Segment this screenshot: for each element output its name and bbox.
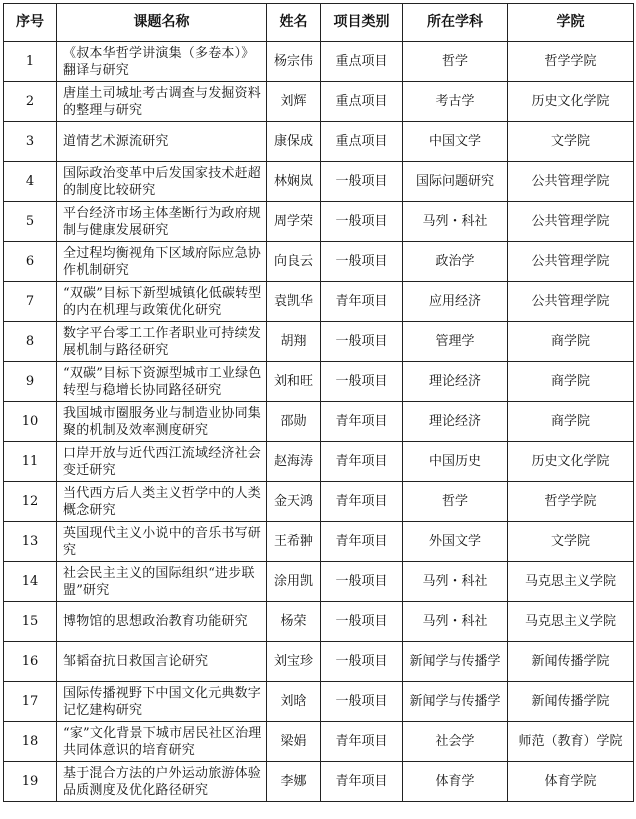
table-body xyxy=(4,42,634,802)
table-row xyxy=(4,242,634,282)
cell-name: 杨宗伟 xyxy=(267,42,321,82)
table-header-row xyxy=(4,4,634,42)
cell-college: 公共管理学院 xyxy=(508,282,634,322)
cell-type: 一般项目 xyxy=(321,682,403,722)
cell-discipline: 体育学 xyxy=(403,762,508,802)
cell-college: 马克思主义学院 xyxy=(508,602,634,642)
cell-type: 青年项目 xyxy=(321,522,403,562)
cell-discipline: 马列・科社 xyxy=(403,202,508,242)
table-row xyxy=(4,82,634,122)
cell-seq: 1 xyxy=(4,42,57,82)
cell-name: 杨荣 xyxy=(267,602,321,642)
cell-name: 刘晗 xyxy=(267,682,321,722)
cell-seq: 5 xyxy=(4,202,57,242)
cell-seq: 8 xyxy=(4,322,57,362)
cell-name: 康保成 xyxy=(267,122,321,162)
cell-college: 体育学院 xyxy=(508,762,634,802)
table-row xyxy=(4,482,634,522)
cell-discipline: 考古学 xyxy=(403,82,508,122)
cell-name: 周学荣 xyxy=(267,202,321,242)
cell-title: 口岸开放与近代西江流域经济社会变迁研究 xyxy=(57,442,267,482)
header-college: 学院 xyxy=(508,4,634,42)
cell-seq: 7 xyxy=(4,282,57,322)
cell-name: 李娜 xyxy=(267,762,321,802)
cell-type: 重点项目 xyxy=(321,82,403,122)
cell-title: 《叔本华哲学讲演集（多卷本）》翻译与研究 xyxy=(57,42,267,82)
table-row xyxy=(4,362,634,402)
table-row xyxy=(4,762,634,802)
table-row xyxy=(4,642,634,682)
cell-name: 金天鸿 xyxy=(267,482,321,522)
cell-college: 商学院 xyxy=(508,402,634,442)
cell-name: 向良云 xyxy=(267,242,321,282)
table-row xyxy=(4,522,634,562)
cell-type: 青年项目 xyxy=(321,282,403,322)
cell-college: 公共管理学院 xyxy=(508,162,634,202)
table-row xyxy=(4,322,634,362)
cell-seq: 6 xyxy=(4,242,57,282)
cell-college: 文学院 xyxy=(508,522,634,562)
cell-title: 社会民主主义的国际组织“进步联盟”研究 xyxy=(57,562,267,602)
header-title: 课题名称 xyxy=(57,4,267,42)
cell-college: 新闻传播学院 xyxy=(508,642,634,682)
cell-name: 刘辉 xyxy=(267,82,321,122)
cell-discipline: 马列・科社 xyxy=(403,602,508,642)
table-row xyxy=(4,562,634,602)
cell-title: 博物馆的思想政治教育功能研究 xyxy=(57,602,267,642)
cell-seq: 18 xyxy=(4,722,57,762)
cell-discipline: 新闻学与传播学 xyxy=(403,642,508,682)
cell-seq: 3 xyxy=(4,122,57,162)
cell-discipline: 社会学 xyxy=(403,722,508,762)
cell-seq: 14 xyxy=(4,562,57,602)
cell-type: 一般项目 xyxy=(321,202,403,242)
cell-discipline: 理论经济 xyxy=(403,362,508,402)
cell-seq: 16 xyxy=(4,642,57,682)
cell-type: 一般项目 xyxy=(321,642,403,682)
cell-type: 青年项目 xyxy=(321,482,403,522)
cell-seq: 9 xyxy=(4,362,57,402)
header-discipline: 所在学科 xyxy=(403,4,508,42)
cell-name: 王希翀 xyxy=(267,522,321,562)
cell-type: 青年项目 xyxy=(321,722,403,762)
header-type: 项目类别 xyxy=(321,4,403,42)
cell-type: 青年项目 xyxy=(321,402,403,442)
cell-type: 重点项目 xyxy=(321,122,403,162)
cell-title: 国际传播视野下中国文化元典数字记忆建构研究 xyxy=(57,682,267,722)
cell-college: 公共管理学院 xyxy=(508,242,634,282)
cell-title: 基于混合方法的户外运动旅游体验品质测度及优化路径研究 xyxy=(57,762,267,802)
table-row xyxy=(4,122,634,162)
cell-title: 国际政治变革中后发国家技术赶超的制度比较研究 xyxy=(57,162,267,202)
cell-name: 赵海涛 xyxy=(267,442,321,482)
cell-title: 平台经济市场主体垄断行为政府规制与健康发展研究 xyxy=(57,202,267,242)
cell-title: 当代西方后人类主义哲学中的人类概念研究 xyxy=(57,482,267,522)
cell-title: 道情艺术源流研究 xyxy=(57,122,267,162)
cell-type: 一般项目 xyxy=(321,562,403,602)
cell-college: 哲学学院 xyxy=(508,42,634,82)
cell-title: 全过程均衡视角下区域府际应急协作机制研究 xyxy=(57,242,267,282)
cell-seq: 12 xyxy=(4,482,57,522)
project-table xyxy=(3,3,634,802)
cell-seq: 10 xyxy=(4,402,57,442)
cell-title: 我国城市圈服务业与制造业协同集聚的机制及效率测度研究 xyxy=(57,402,267,442)
cell-type: 青年项目 xyxy=(321,442,403,482)
cell-seq: 17 xyxy=(4,682,57,722)
table-row xyxy=(4,202,634,242)
cell-title: 数字平台零工工作者职业可持续发展机制与路径研究 xyxy=(57,322,267,362)
cell-name: 涂用凯 xyxy=(267,562,321,602)
cell-college: 马克思主义学院 xyxy=(508,562,634,602)
cell-name: 刘和旺 xyxy=(267,362,321,402)
cell-title: 唐崖土司城址考古调查与发掘资料的整理与研究 xyxy=(57,82,267,122)
table-row xyxy=(4,282,634,322)
cell-discipline: 中国历史 xyxy=(403,442,508,482)
cell-title: “双碳”目标下新型城镇化低碳转型的内在机理与政策优化研究 xyxy=(57,282,267,322)
cell-discipline: 政治学 xyxy=(403,242,508,282)
project-list-document xyxy=(3,3,634,802)
cell-college: 新闻传播学院 xyxy=(508,682,634,722)
header-seq: 序号 xyxy=(4,4,57,42)
cell-name: 邵勋 xyxy=(267,402,321,442)
cell-title: “双碳”目标下资源型城市工业绿色转型与稳增长协同路径研究 xyxy=(57,362,267,402)
cell-seq: 11 xyxy=(4,442,57,482)
cell-type: 一般项目 xyxy=(321,602,403,642)
cell-type: 一般项目 xyxy=(321,322,403,362)
table-row xyxy=(4,722,634,762)
cell-type: 一般项目 xyxy=(321,242,403,282)
table-row xyxy=(4,442,634,482)
table-row xyxy=(4,402,634,442)
cell-title: 邹韬奋抗日救国言论研究 xyxy=(57,642,267,682)
cell-type: 青年项目 xyxy=(321,762,403,802)
cell-type: 一般项目 xyxy=(321,162,403,202)
cell-college: 商学院 xyxy=(508,322,634,362)
cell-seq: 13 xyxy=(4,522,57,562)
cell-title: 英国现代主义小说中的音乐书写研究 xyxy=(57,522,267,562)
table-row xyxy=(4,602,634,642)
cell-type: 一般项目 xyxy=(321,362,403,402)
cell-discipline: 国际问题研究 xyxy=(403,162,508,202)
cell-college: 哲学学院 xyxy=(508,482,634,522)
cell-college: 商学院 xyxy=(508,362,634,402)
cell-seq: 2 xyxy=(4,82,57,122)
cell-name: 胡翔 xyxy=(267,322,321,362)
cell-discipline: 马列・科社 xyxy=(403,562,508,602)
cell-seq: 19 xyxy=(4,762,57,802)
cell-college: 历史文化学院 xyxy=(508,442,634,482)
cell-name: 梁娟 xyxy=(267,722,321,762)
cell-discipline: 新闻学与传播学 xyxy=(403,682,508,722)
cell-college: 文学院 xyxy=(508,122,634,162)
cell-discipline: 中国文学 xyxy=(403,122,508,162)
table-row xyxy=(4,42,634,82)
cell-name: 刘宝珍 xyxy=(267,642,321,682)
table-row xyxy=(4,682,634,722)
cell-discipline: 哲学 xyxy=(403,482,508,522)
cell-college: 历史文化学院 xyxy=(508,82,634,122)
cell-name: 袁凯华 xyxy=(267,282,321,322)
cell-title: “家”文化背景下城市居民社区治理共同体意识的培育研究 xyxy=(57,722,267,762)
cell-seq: 4 xyxy=(4,162,57,202)
cell-discipline: 外国文学 xyxy=(403,522,508,562)
cell-college: 师范（教育）学院 xyxy=(508,722,634,762)
cell-discipline: 哲学 xyxy=(403,42,508,82)
header-name: 姓名 xyxy=(267,4,321,42)
cell-discipline: 应用经济 xyxy=(403,282,508,322)
cell-seq: 15 xyxy=(4,602,57,642)
cell-type: 重点项目 xyxy=(321,42,403,82)
cell-discipline: 管理学 xyxy=(403,322,508,362)
table-row xyxy=(4,162,634,202)
cell-name: 林娴岚 xyxy=(267,162,321,202)
cell-college: 公共管理学院 xyxy=(508,202,634,242)
cell-discipline: 理论经济 xyxy=(403,402,508,442)
